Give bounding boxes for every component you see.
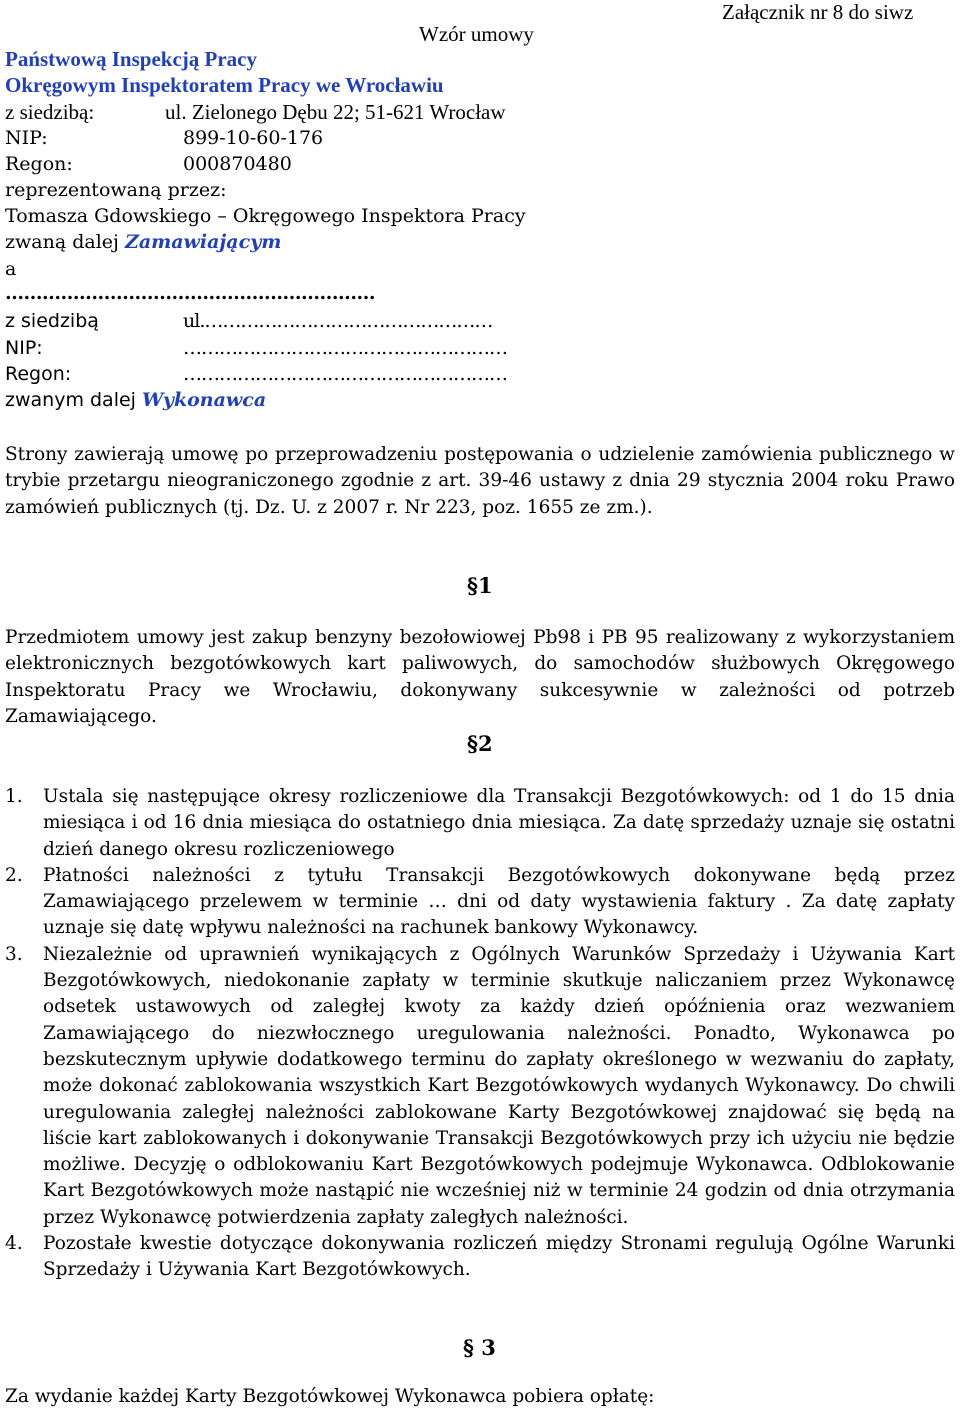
list-item-text: Pozostałe kwestie dotyczące dokonywania rozliczeń między Stronami regulują Ogólne Warunki Sprzedaży i Używania Kart Bezgotówkowych.: [43, 1233, 955, 1281]
list-item-number: 1.: [5, 786, 23, 807]
conjunction: a: [5, 258, 17, 280]
list-item-text: Niezależnie od uprawnień wynikających z Ogólnych Warunków Sprzedaży i Używania Kart Bezgotówkowych, niedokonanie zapłaty w terminie skutkuje naliczaniem przez Wykonawcę odsetek ustawowych od zaległej kwoty za każdy dzień opóźnienia oraz wezwaniem Zamawiającego do niezwłocznego uregulowania należności. Ponadto, Wykonawca po bezskutecznym upływie dodatkowego terminu do zapłaty określonego w wezwaniu do zapłaty, może dokonać zablokowania wszystkich Kart Bezgotówkowych wydanych Wykonawcy. Do chwili uregulowania zaległej należności zablokowane Karty Bezgotówkowej znajdować się będą na liście kart zablokowanych i dokonywanie Transakcji Bezgotówkowych przy ich użyciu nie będzie możliwe. Decyzję o odblokowaniu Kart Bezgotówkowych podejmuje Wykonawca. Odblokowanie Kart Bezgotówkowych może nastąpić nie wcześniej niż w terminie 24 godzin od dnia otrzymania przez Wykonawcę potwierdzenia zapłaty zaległych należności.: [43, 943, 955, 1228]
party1-name-line2: Okręgowym Inspektoratem Pracy we Wrocławiu: [5, 73, 444, 97]
list-item-text: Płatności należności z tytułu Transakcji Bezgotówkowych dokonywane będą przez Zamawiającego przelewem w terminie … dni od daty wystawienia faktury . Za datę zapłaty uznaje się datę wpływu należności na rachunek bankowy Wykonawcy.: [43, 864, 955, 939]
party2-regon-value: ………………………………………………: [183, 363, 507, 385]
section1-heading: §1: [467, 573, 493, 598]
document-title: Wzór umowy: [419, 22, 534, 46]
party2-seat-row: [5, 310, 492, 332]
party2-nip-row: [5, 337, 507, 359]
party2-called-prefix: zwanym dalej: [5, 389, 142, 411]
party1-name-line1: Państwową Inspekcją Pracy: [5, 47, 257, 71]
section2-list: [5, 784, 955, 1284]
party1-representative: Tomasza Gdowskiego – Okręgowego Inspektora Pracy: [5, 205, 526, 227]
section2-heading: §2: [467, 731, 493, 756]
party1-called-prefix: zwaną dalej: [5, 231, 125, 253]
party2-nip-value: ………………………………………………: [183, 337, 507, 359]
list-item-number: 4.: [5, 1233, 23, 1255]
party2-called-name: Wykonawca: [141, 389, 267, 411]
list-item: [5, 1231, 955, 1284]
party1-seat-row: [5, 100, 506, 125]
party2-seat-value: ul.…………………………………………: [183, 310, 493, 332]
party1-nip-label: NIP:: [5, 127, 48, 149]
list-item-number: 2.: [5, 864, 23, 886]
party1-seat-value: ul. Zielonego Dębu 22; 51-621 Wrocław: [165, 100, 506, 124]
list-item: [5, 942, 955, 1231]
party2-regon-label: Regon:: [5, 363, 72, 385]
list-item-text: Ustala się następujące okresy rozliczeniowe dla Transakcji Bezgotówkowych: od 1 do 15 dnia miesiąca i od 16 dnia miesiąca do ostatniego dnia miesiąca. Za datę sprzedaży uznaje się ostatni dzień danego okresu rozliczeniowego: [43, 786, 955, 860]
section3-heading: § 3: [463, 1335, 496, 1360]
party1-nip-value: 899-10-60-176: [183, 127, 324, 149]
party1-regon-row: [5, 153, 292, 175]
party1-seat-label: z siedzibą:: [5, 100, 95, 124]
intro-paragraph: Strony zawierają umowę po przeprowadzeniu postępowania o udzielenie zamówienia publicznego w trybie przetargu nieograniczonego zgodnie z art. 39-46 ustawy z dnia 29 stycznia 2004 roku Prawo zamówień publicznych (tj. Dz. U. z 2007 r. Nr 223, poz. 1655 ze zm.).: [5, 444, 955, 518]
party1-called-name: Zamawiającym: [124, 231, 282, 253]
list-item: [5, 784, 955, 863]
attachment-label: Załącznik nr 8 do siwz: [722, 0, 914, 24]
party2-name-placeholder: ……………………………………………………: [5, 282, 375, 304]
party2-seat-label: z siedzibą: [5, 310, 99, 332]
section1-text: Przedmiotem umowy jest zakup benzyny bezołowiowej Pb98 i PB 95 realizowany z wykorzystaniem elektronicznych bezgotówkowych kart paliwowych, do samochodów służbowych Okręgowego Inspektoratu Pracy we Wrocławiu, dokonywany sukcesywnie w zależności od potrzeb Zamawiającego.: [5, 627, 955, 727]
party2-regon-row: [5, 363, 507, 385]
party1-regon-label: Regon:: [5, 153, 73, 175]
list-item-number: 3.: [5, 943, 23, 965]
party2-called-row: [5, 389, 266, 411]
list-item: [5, 863, 955, 942]
party1-called-row: [5, 231, 281, 253]
party1-represented-label: reprezentowaną przez:: [5, 179, 227, 201]
party1-nip-row: [5, 127, 323, 149]
party2-nip-label: NIP:: [5, 337, 43, 359]
section3-text: Za wydanie każdej Karty Bezgotówkowej Wykonawca pobiera opłatę:: [5, 1386, 655, 1407]
party1-regon-value: 000870480: [183, 153, 292, 175]
